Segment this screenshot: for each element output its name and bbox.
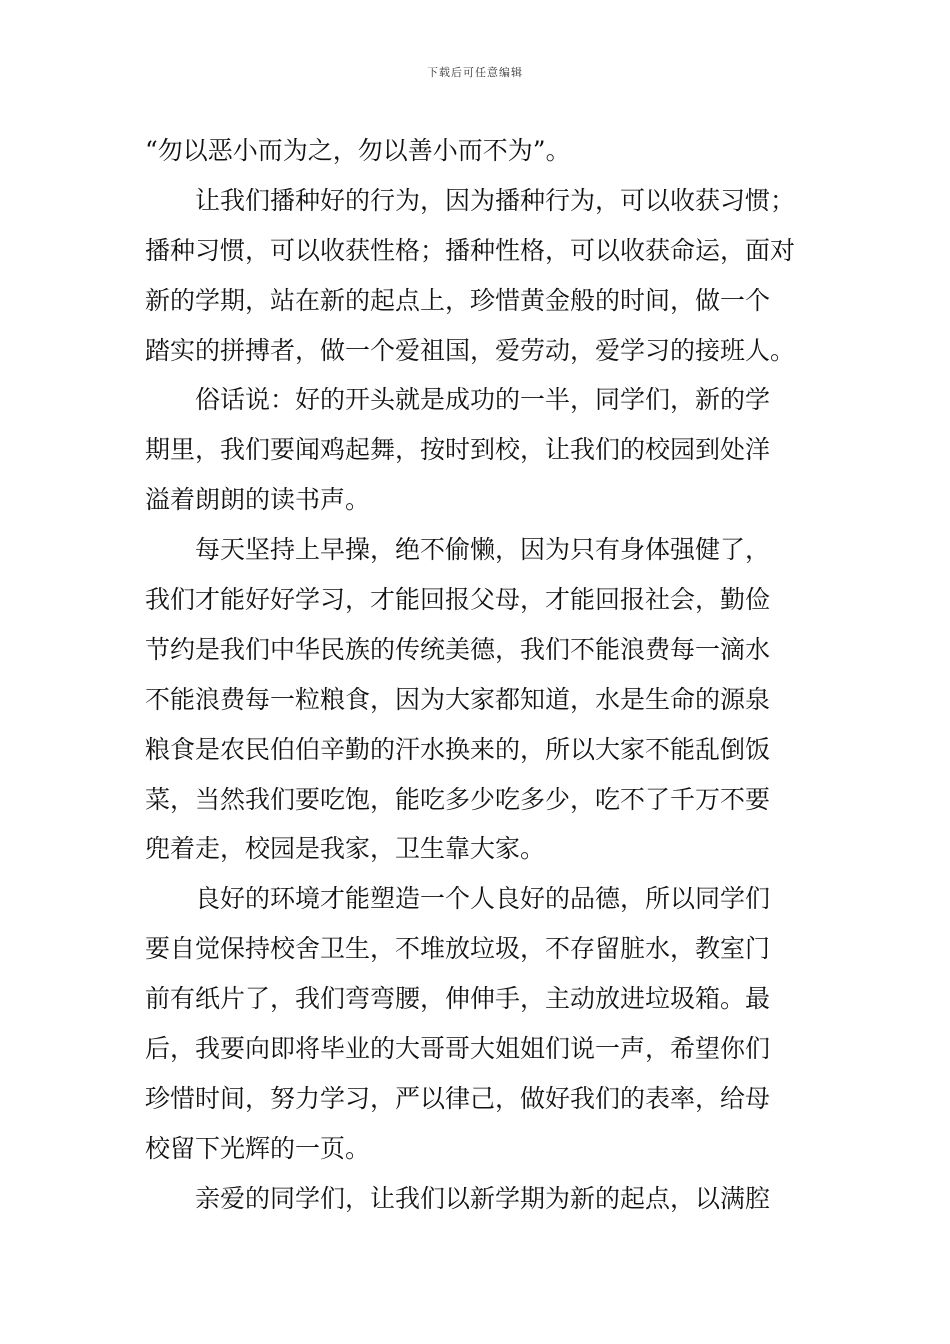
text-line: 每天坚持上早操，绝不偷懒，因为只有身体强健了，: [195, 535, 771, 565]
text-line: 期里，我们要闻鸡起舞，按时到校，让我们的校园到处洋: [145, 435, 771, 465]
text-line: “勿以恶小而为之，勿以善小而不为”。: [145, 136, 571, 165]
text-line: 要自觉保持校舍卫生，不堆放垃圾，不存留脏水，教室门: [145, 934, 771, 964]
text-line: 节约是我们中华民族的传统美德，我们不能浪费每一滴水: [145, 634, 771, 664]
text-line: 粮食是农民伯伯辛勤的汗水换来的，所以大家不能乱倒饭: [145, 734, 771, 764]
text-line: 踏实的拼搏者，做一个爱祖国，爱劳动，爱学习的接班人。: [145, 335, 796, 365]
text-line: 亲爱的同学们，让我们以新学期为新的起点，以满腔: [195, 1183, 771, 1213]
text-line: 不能浪费每一粒粮食，因为大家都知道，水是生命的源泉: [145, 684, 771, 714]
text-line: 珍惜时间，努力学习，严以律己，做好我们的表率，给母: [145, 1083, 771, 1113]
text-line: 校留下光辉的一页。: [145, 1133, 371, 1163]
text-line: 我们才能好好学习，才能回报父母，才能回报社会，勤俭: [145, 585, 771, 615]
text-line: 播种习惯，可以收获性格；播种性格，可以收获命运，面对: [145, 235, 796, 265]
text-line: 让我们播种好的行为，因为播种行为，可以收获习惯；: [195, 185, 796, 215]
text-line: 兜着走，校园是我家，卫生靠大家。: [145, 834, 546, 864]
text-line: 新的学期，站在新的起点上，珍惜黄金般的时间，做一个: [145, 285, 771, 315]
page-header: 下载后可任意编辑: [427, 66, 523, 79]
text-line: 溢着朗朗的读书声。: [145, 485, 371, 515]
text-line: 后，我要向即将毕业的大哥哥大姐姐们说一声，希望你们: [145, 1034, 771, 1064]
text-line: 前有纸片了，我们弯弯腰，伸伸手，主动放进垃圾箱。最: [145, 984, 771, 1014]
document-body: [145, 126, 809, 1224]
text-line: 菜，当然我们要吃饱，能吃多少吃多少，吃不了千万不要: [145, 784, 771, 814]
text-line: 良好的环境才能塑造一个人良好的品德，所以同学们: [195, 884, 771, 914]
text-line: 俗话说：好的开头就是成功的一半，同学们，新的学: [195, 385, 771, 415]
